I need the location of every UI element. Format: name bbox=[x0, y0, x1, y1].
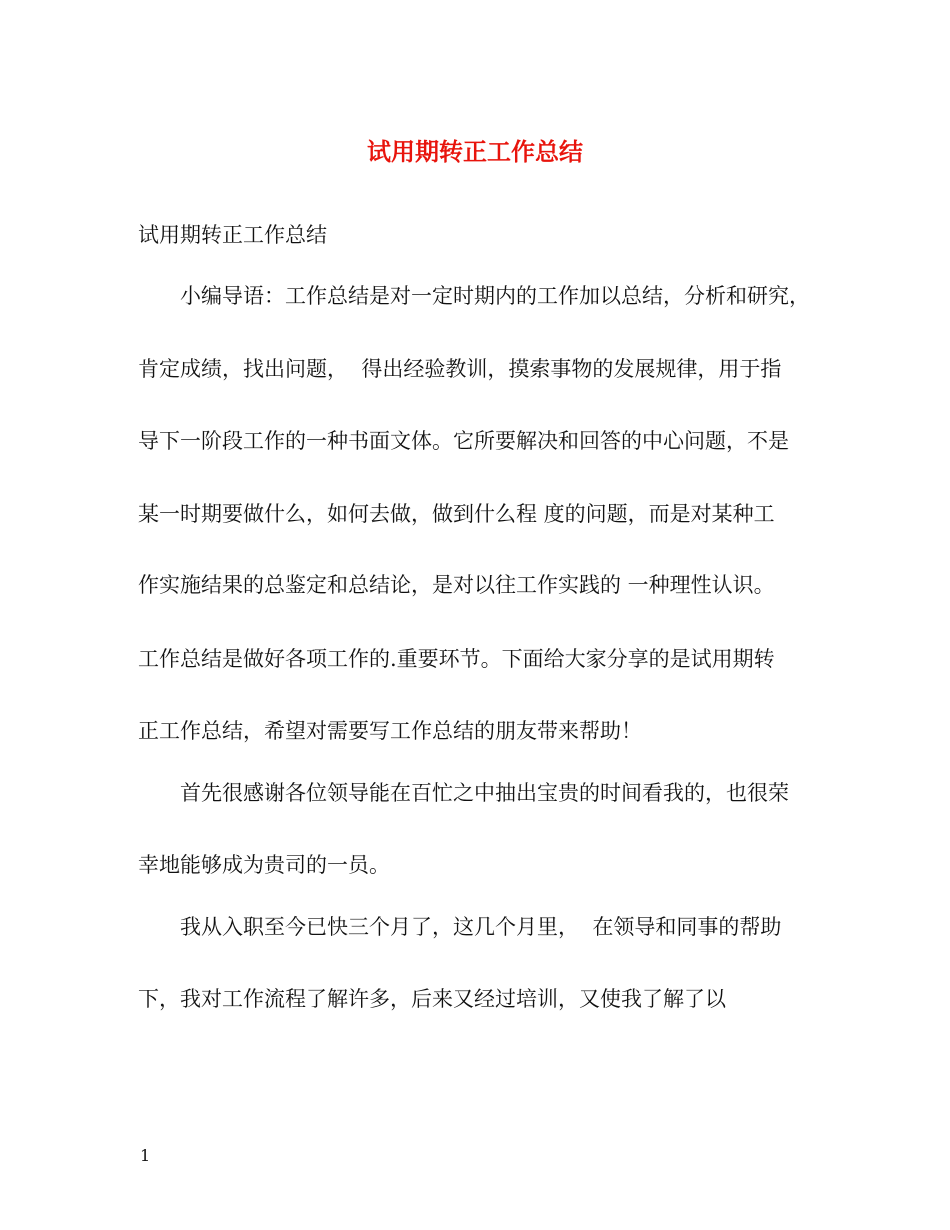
paragraph-line: 肯定成绩，找出问题， 得出经验教训，摸索事物的发展规律，用于指 bbox=[138, 357, 782, 381]
paragraph-line: 作实施结果的总鉴定和总结论，是对以往工作实践的 一种理性认识。 bbox=[138, 573, 775, 597]
document-subtitle: 试用期转正工作总结 bbox=[138, 223, 327, 247]
paragraph-line: 首先很感谢各位领导能在百忙之中抽出宝贵的时间看我的，也很荣 bbox=[180, 781, 789, 805]
paragraph-line: 某一时期要做什么，如何去做，做到什么程 度的问题，而是对某种工 bbox=[138, 502, 775, 526]
paragraph-line: 下，我对工作流程了解许多，后来又经过培训，又使我了解了以 bbox=[138, 987, 726, 1011]
paragraph-line: 正工作总结，希望对需要写工作总结的朋友带来帮助！ bbox=[138, 719, 642, 743]
paragraph-line: 幸地能够成为贵司的一员。 bbox=[138, 853, 390, 877]
document-title: 试用期转正工作总结 bbox=[367, 137, 583, 166]
paragraph-line: 小编导语：工作总结是对一定时期内的工作加以总结，分析和研究， bbox=[180, 284, 810, 308]
paragraph-line: 导下一阶段工作的一种书面文体。它所要解决和回答的中心问题，不是 bbox=[138, 429, 789, 453]
paragraph-line: 工作总结是做好各项工作的.重要环节。下面给大家分享的是试用期转 bbox=[138, 647, 775, 671]
page-number: 1 bbox=[140, 1146, 151, 1165]
paragraph-line: 我从入职至今已快三个月了，这几个月里， 在领导和同事的帮助 bbox=[180, 915, 782, 939]
